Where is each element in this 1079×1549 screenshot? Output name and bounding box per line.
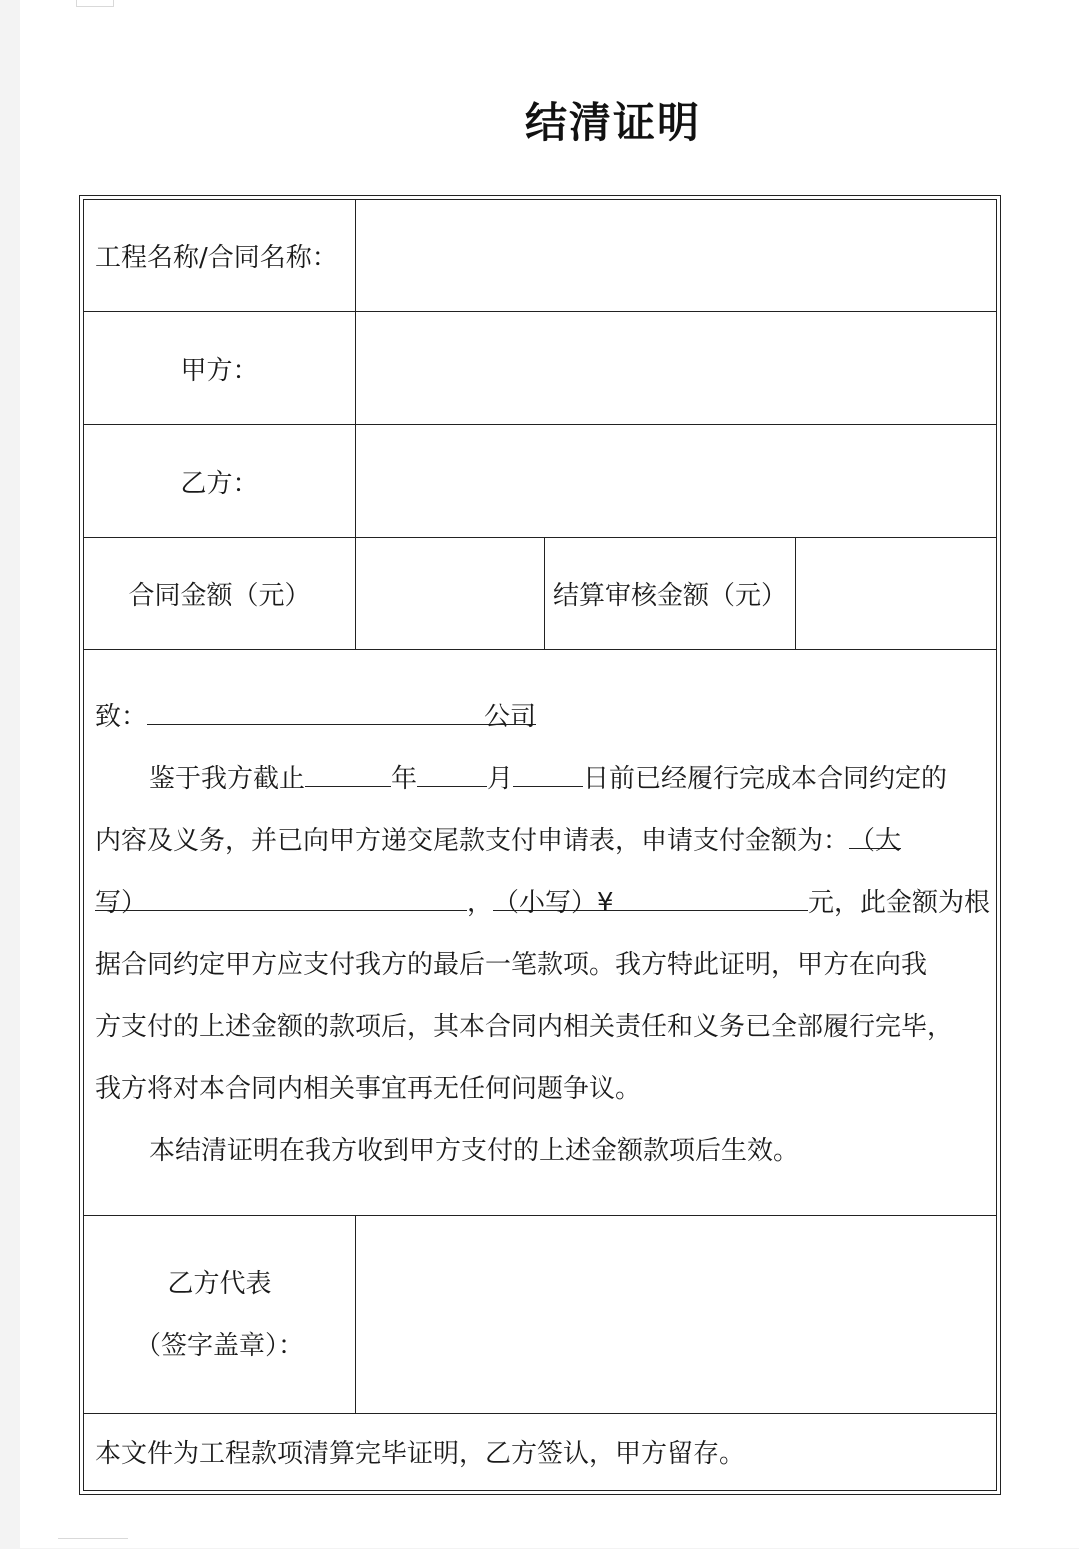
footer-note-row	[84, 1414, 996, 1489]
statement-row	[84, 650, 996, 1216]
month-blank[interactable]	[417, 748, 487, 787]
addressee-line	[95, 686, 986, 748]
page-corner-mark	[76, 0, 114, 7]
form-table	[83, 199, 997, 1491]
project-name-value[interactable]	[356, 200, 996, 311]
statement-text: 内容及义务，并已向甲方递交尾款支付申请表，申请支付金额为：	[95, 826, 850, 856]
page-corner-mark	[58, 1538, 128, 1549]
amount-uppercase-label: （大	[849, 810, 901, 849]
party-b-value[interactable]	[356, 425, 996, 537]
amount-uppercase-blank[interactable]	[95, 872, 467, 918]
year-label: 年	[391, 764, 418, 794]
statement-text: 日前已经履行完成本合同约定的	[583, 764, 948, 794]
statement-line-6: 我方将对本合同内相关事宜再无任何问题争议。	[95, 1074, 642, 1104]
month-label: 月	[487, 764, 514, 794]
statement-line-5: 方支付的上述金额的款项后，其本合同内相关责任和义务已全部履行完毕，	[95, 1012, 954, 1042]
amount-lowercase-blank[interactable]	[493, 872, 808, 918]
form-table-frame	[79, 195, 1001, 1495]
amount-lowercase-label: （小写）¥	[493, 888, 614, 918]
party-a-label: 甲方：	[84, 312, 356, 424]
party-a-value[interactable]	[356, 312, 996, 424]
signature-row	[84, 1216, 996, 1414]
statement-body	[95, 686, 991, 1182]
amount-uppercase-label: 写）	[95, 888, 148, 918]
company-name-blank[interactable]	[147, 686, 484, 725]
to-label: 致：	[95, 702, 148, 732]
settlement-amount-value[interactable]	[796, 538, 996, 649]
project-name-row	[84, 200, 996, 312]
document-title: 结清证明	[524, 98, 701, 147]
statement-line-7: 本结清证明在我方收到甲方支付的上述金额款项后生效。	[149, 1136, 800, 1166]
statement-line-2	[95, 810, 986, 872]
statement-line-4: 据合同约定甲方应支付我方的最后一笔款项。我方特此证明，甲方在向我	[95, 950, 928, 980]
project-name-label: 工程名称/合同名称：	[84, 200, 356, 311]
company-suffix: 公司	[484, 686, 536, 725]
day-blank[interactable]	[513, 748, 583, 787]
statement-text: 元，此金额为根	[808, 888, 991, 918]
signature-label	[84, 1216, 356, 1413]
amounts-row	[84, 538, 996, 650]
year-blank[interactable]	[305, 748, 391, 787]
statement-text: 鉴于我方截止	[149, 764, 306, 794]
footer-note: 本文件为工程款项清算完毕证明，乙方签认，甲方留存。	[95, 1439, 746, 1469]
contract-amount-label: 合同金额（元）	[84, 538, 356, 649]
signature-area[interactable]	[356, 1216, 996, 1413]
statement-text: ，	[467, 888, 494, 918]
party-a-row	[84, 312, 996, 425]
party-b-label: 乙方：	[84, 425, 356, 537]
party-b-row	[84, 425, 996, 538]
settlement-amount-label: 结算审核金额（元）	[545, 538, 796, 649]
signature-label-line-2: （签字盖章）：	[134, 1330, 304, 1361]
signature-label-line-1: 乙方代表	[167, 1268, 272, 1299]
statement-line-3	[95, 872, 991, 934]
statement-line-1	[95, 748, 986, 810]
contract-amount-value[interactable]	[356, 538, 545, 649]
